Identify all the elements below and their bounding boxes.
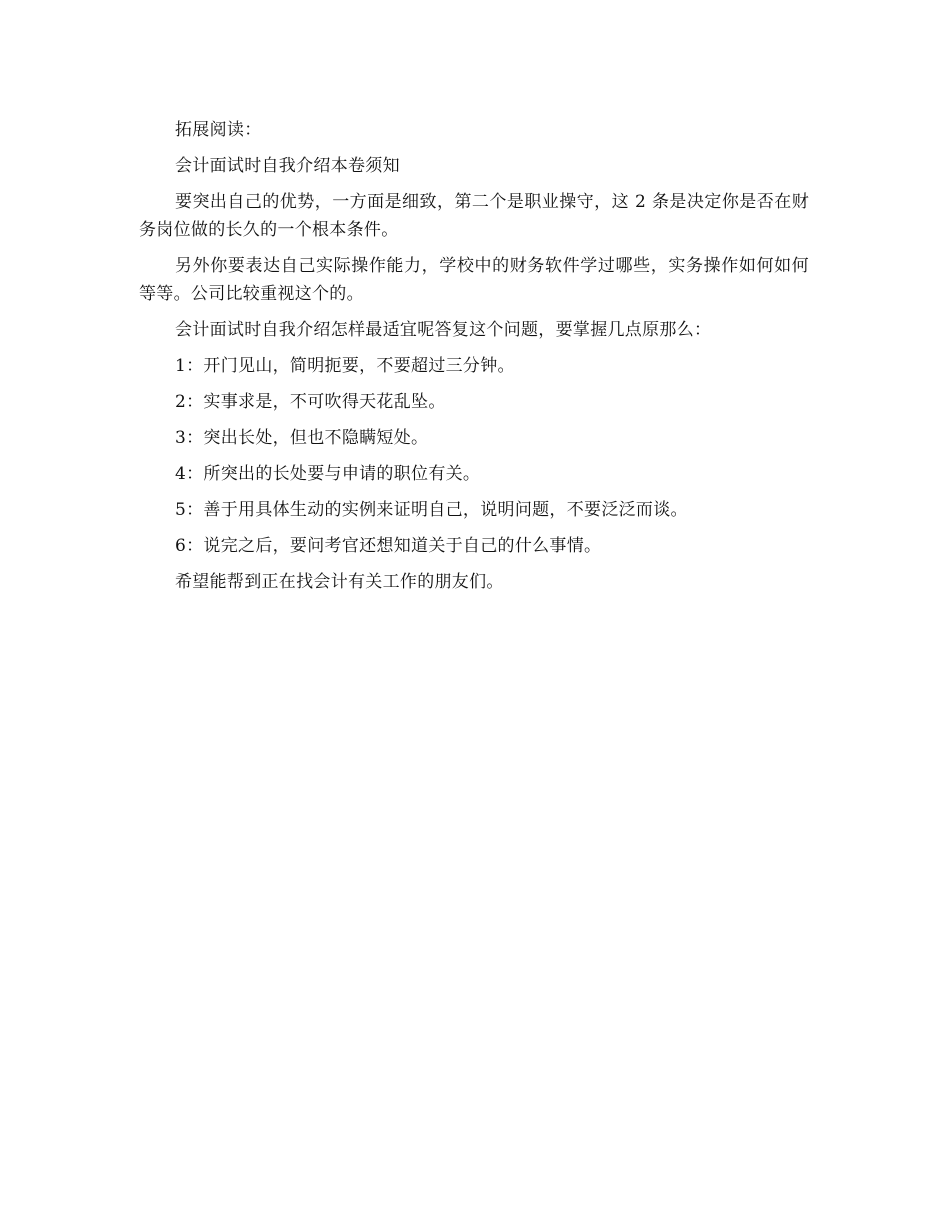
list-item: 4：所突出的长处要与申请的职位有关。 bbox=[175, 464, 481, 484]
list-item: 1：开门见山，简明扼要，不要超过三分钟。 bbox=[175, 356, 515, 376]
list-item: 2：实事求是，不可吹得天花乱坠。 bbox=[175, 392, 446, 412]
list-item: 5：善于用具体生动的实例来证明自己，说明问题，不要泛泛而谈。 bbox=[175, 500, 688, 520]
body-paragraph: 会计面试时自我介绍怎样最适宜呢答复这个问题，要掌握几点原那么： bbox=[175, 320, 712, 340]
closing-paragraph: 希望能帮到正在找会计有关工作的朋友们。 bbox=[175, 572, 504, 592]
list-item: 6：说完之后，要问考官还想知道关于自己的什么事情。 bbox=[175, 536, 602, 556]
reading-heading: 拓展阅读： bbox=[175, 120, 262, 140]
body-paragraph: 要突出自己的优势，一方面是细致，第二个是职业操守，这 2 条是决定你是否在财务岗位做的长久的一个根本条件。 bbox=[139, 192, 809, 240]
body-paragraph: 另外你要表达自己实际操作能力，学校中的财务软件学过哪些，实务操作如何如何等等。公司比较重视这个的。 bbox=[139, 256, 809, 304]
section-title: 会计面试时自我介绍本卷须知 bbox=[175, 156, 400, 176]
list-item: 3：突出长处，但也不隐瞒短处。 bbox=[175, 428, 429, 448]
